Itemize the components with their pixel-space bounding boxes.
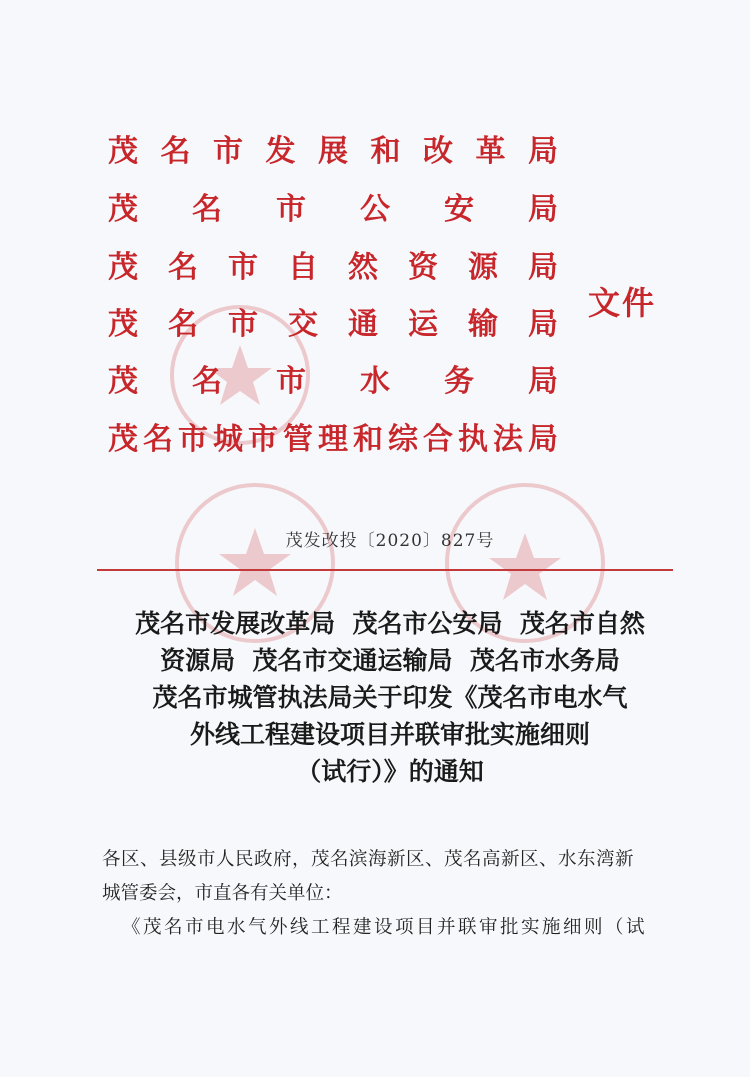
issuer-char: 局	[528, 422, 558, 457]
issuer-char: 自	[288, 250, 318, 285]
issuer-char: 市	[228, 250, 258, 285]
addressee-line: 各区、县级市人民政府，茂名滨海新区、茂名高新区、水东湾新	[102, 849, 635, 870]
issuer-char: 局	[528, 307, 558, 342]
issuer-line	[108, 132, 558, 172]
title-line: 茂名市发展改革局 茂名市公安局 茂名市自然	[135, 609, 645, 638]
body-paragraph: 《茂名市电水气外线工程建设项目并联审批实施细则（试	[122, 917, 648, 938]
issuer-line	[108, 420, 558, 460]
issuer-char: 城	[213, 422, 243, 457]
issuer-char: 名	[192, 364, 222, 399]
issuer-char: 名	[168, 250, 198, 285]
issuer-line	[108, 190, 558, 230]
issuer-char: 和	[370, 134, 401, 169]
document-title	[95, 605, 685, 790]
issuer-char: 资	[408, 250, 438, 285]
issuer-line	[108, 305, 558, 345]
issuer-char: 展	[318, 134, 348, 169]
issuer-char: 茂	[108, 192, 138, 227]
issuer-char: 市	[276, 192, 306, 227]
issuer-char: 法	[493, 422, 523, 457]
document-suffix: 文件	[588, 284, 657, 322]
issuer-char: 和	[353, 422, 383, 457]
issuer-char: 名	[192, 192, 222, 227]
issuer-char: 名	[160, 134, 191, 169]
issuer-char: 局	[528, 134, 558, 169]
issuer-char: 通	[348, 307, 378, 342]
issuer-char: 安	[444, 192, 474, 227]
issuer-char: 水	[360, 364, 390, 399]
document-number: 茂发改投〔2020〕827号	[285, 531, 495, 551]
title-line: 外线工程建设项目并联审批实施细则	[189, 720, 590, 749]
issuer-char: 茂	[108, 134, 138, 169]
issuer-char: 市	[248, 422, 278, 457]
issuer-char: 茂	[108, 422, 138, 457]
issuer-char: 局	[528, 364, 558, 399]
issuer-char: 公	[360, 192, 390, 227]
document-body	[102, 843, 682, 945]
issuer-char: 市	[213, 134, 243, 169]
issuer-char: 综	[388, 422, 418, 457]
issuer-char: 革	[475, 134, 506, 169]
issuer-char: 发	[265, 134, 296, 169]
issuer-char: 茂	[108, 364, 138, 399]
issuer-char: 务	[444, 364, 474, 399]
issuer-char: 名	[143, 422, 173, 457]
issuer-char: 局	[528, 250, 558, 285]
issuer-char: 输	[468, 307, 498, 342]
issuer-char: 局	[528, 192, 558, 227]
issuer-char: 改	[423, 134, 453, 169]
issuer-char: 运	[408, 307, 438, 342]
issuer-char: 交	[288, 307, 318, 342]
issuer-char: 合	[423, 422, 453, 457]
title-line: 资源局 茂名市交通运输局 茂名市水务局	[160, 646, 620, 675]
addressee-line: 城管委会，市直各有关单位：	[102, 883, 343, 904]
issuer-char: 市	[276, 364, 306, 399]
issuer-char: 然	[348, 250, 378, 285]
title-line: 茂名市城管执法局关于印发《茂名市电水气	[152, 683, 628, 712]
issuer-char: 管	[283, 422, 313, 457]
red-divider	[97, 569, 673, 571]
issuer-char: 源	[468, 250, 498, 285]
issuer-char: 茂	[108, 250, 138, 285]
issuer-char: 理	[318, 422, 348, 457]
issuer-line	[108, 248, 558, 288]
issuer-line	[108, 362, 558, 402]
issuer-char: 市	[178, 422, 208, 457]
issuer-char: 市	[228, 307, 258, 342]
title-line: （试行）》的通知	[296, 757, 484, 786]
issuer-char: 名	[168, 307, 198, 342]
issuer-char: 执	[458, 422, 488, 457]
issuer-char: 茂	[108, 307, 138, 342]
